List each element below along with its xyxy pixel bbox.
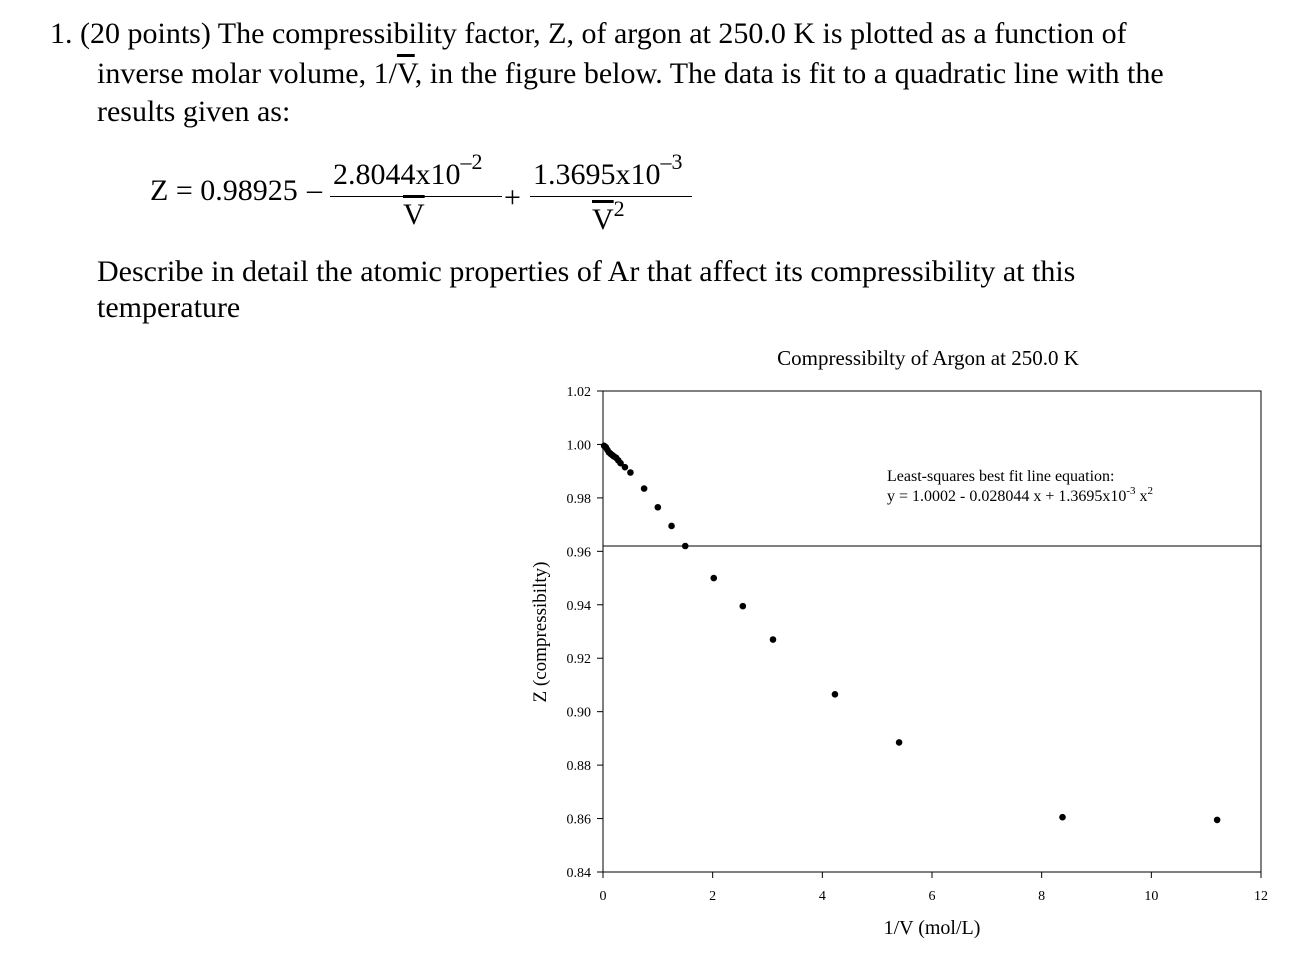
- problem-text-2a: inverse molar volume, 1/: [97, 57, 397, 90]
- y-axis-label: Z (compressibilty): [530, 561, 551, 703]
- problem-number: 1.: [50, 17, 73, 50]
- x-tick-label: 2: [709, 889, 717, 904]
- data-point: [622, 464, 629, 471]
- y-tick-label: 0.94: [566, 598, 591, 614]
- description-line-2: temperature: [97, 291, 241, 324]
- x-tick-label: 4: [818, 889, 826, 904]
- y-tick-label: 1.02: [566, 385, 591, 400]
- y-tick-label: 0.98: [566, 491, 591, 507]
- y-tick-label: 0.90: [566, 705, 591, 721]
- x-tick-label: 6: [928, 889, 936, 904]
- data-point: [896, 739, 903, 746]
- data-point: [682, 543, 689, 550]
- data-point: [740, 603, 747, 610]
- data-point: [770, 636, 777, 643]
- fit-annotation-line-1: Least-squares best fit line equation:: [887, 468, 1115, 485]
- equation-plus: +: [504, 181, 521, 214]
- plot-area-frame: [603, 391, 1261, 872]
- y-tick-label: 1.00: [566, 438, 591, 454]
- data-point: [710, 575, 717, 582]
- data-point: [655, 504, 662, 511]
- data-point: [641, 485, 648, 492]
- fraction-2-numerator: $1.3695x10^{-3}$: [533, 149, 683, 191]
- x-tick-label: 12: [1254, 889, 1268, 904]
- y-tick-label: 0.92: [566, 652, 591, 668]
- x-tick-label: 10: [1144, 889, 1159, 904]
- data-point: [627, 469, 634, 476]
- x-axis: [600, 872, 1269, 904]
- y-tick-label: 0.88: [566, 759, 591, 775]
- x-tick-label: 8: [1038, 889, 1046, 904]
- data-point: [1059, 814, 1066, 821]
- y-tick-label: 0.86: [566, 812, 591, 828]
- problem-text-3: results given as:: [97, 95, 291, 128]
- data-point: [668, 523, 675, 530]
- x-axis-label: 1/V (mol/L): [883, 917, 981, 939]
- fraction-2-denominator: $\overline{V}^2$: [592, 196, 625, 236]
- y-tick-label: 0.84: [566, 866, 591, 881]
- description-line-1: Describe in detail the atomic properties of Ar that affect its compressibility at this: [97, 255, 1076, 288]
- x-tick-label: 0: [599, 889, 607, 904]
- y-axis: [567, 385, 604, 881]
- problem-points: (20 points): [80, 17, 211, 50]
- equation-lhs: Z = 0.98925: [150, 174, 298, 207]
- data-point: [1214, 817, 1221, 824]
- fraction-1-denominator: $\overline{V}$: [403, 198, 425, 231]
- chart-title: Compressibilty of Argon at 250.0 K: [777, 346, 1079, 370]
- equation-minus: –: [307, 173, 322, 206]
- molar-volume-symbol: $\overline{V}$: [396, 57, 415, 90]
- y-tick-label: 0.96: [566, 545, 591, 561]
- problem-text-1: The compressibility factor, Z, of argon at 250.0 K is plotted as a function of: [217, 17, 1127, 50]
- data-point: [832, 691, 839, 698]
- fit-annotation-line-2: y = 1.0002 - 0.028044 $x + 1.3695x10^{-3}$ $x^2$: [887, 485, 1154, 505]
- problem-text-2b: , in the figure below. The data is fit to a quadratic line with the: [414, 57, 1164, 90]
- fraction-1-numerator: $2.8044x10^{-2}$: [333, 149, 483, 191]
